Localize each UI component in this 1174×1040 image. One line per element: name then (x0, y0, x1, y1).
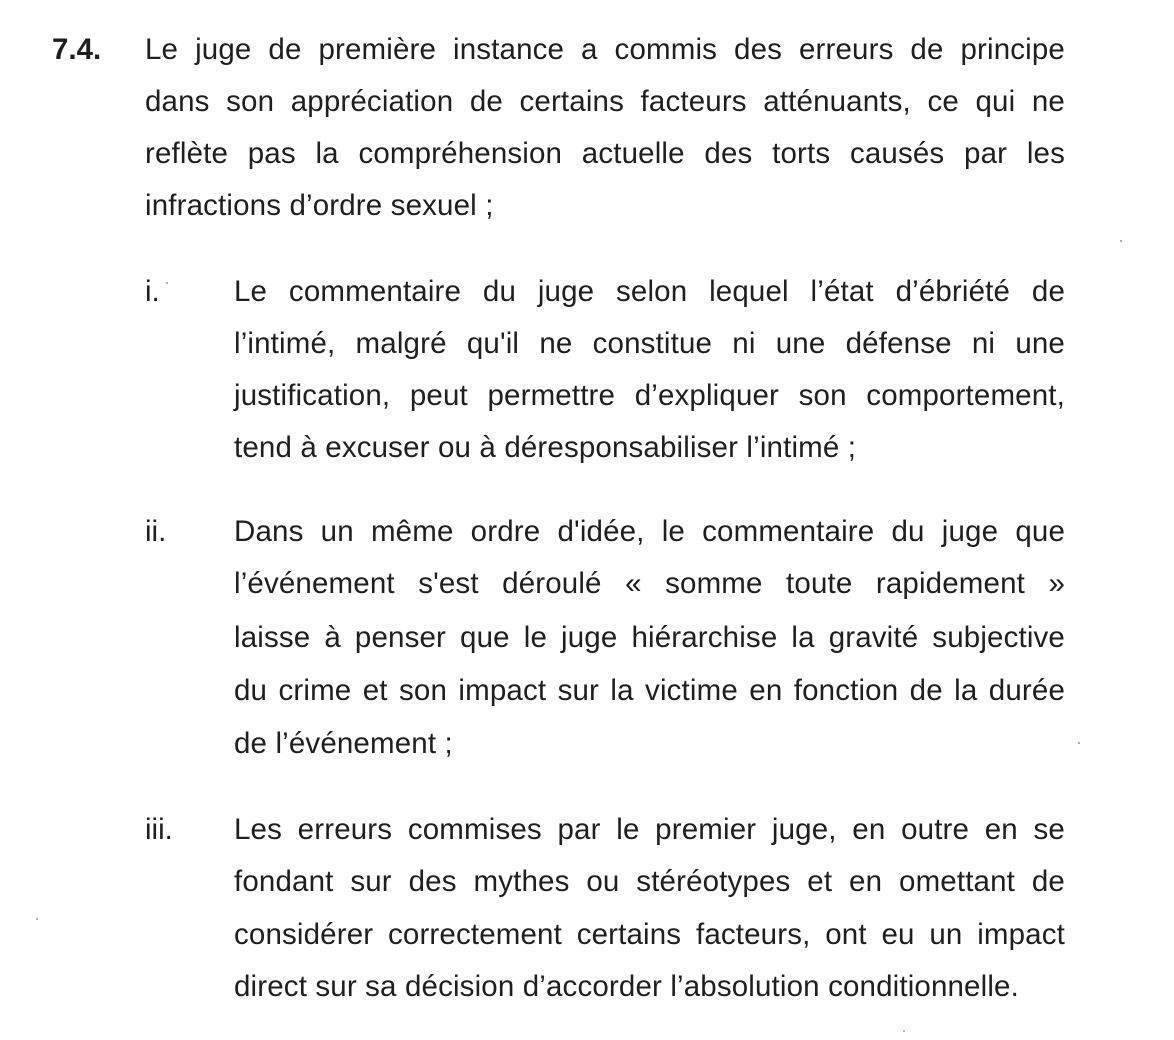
item-ii-line-2: l’événement s'est déroulé « somme toute rapidement » (234, 567, 1065, 600)
scan-speck (1078, 742, 1080, 744)
item-ii-line-1: Dans un même ordre d'idée, le commentaire du juge que (234, 515, 1065, 548)
item-ii-line-3: laisse à penser que le juge hiérarchise la gravité subjective (234, 621, 1065, 654)
item-iii-line-1: Les erreurs commises par le premier juge, en outre en se (234, 813, 1065, 846)
item-i-line-1: Le commentaire du juge selon lequel l’état d’ébriété de (234, 275, 1065, 308)
item-iii-line-3: considérer correctement certains facteurs, ont eu un impact (234, 918, 1065, 951)
item-i-line-2: l’intimé, malgré qu'il ne constitue ni une défense ni une (234, 327, 1065, 360)
scan-speck (36, 918, 38, 920)
section-line-4: infractions d’ordre sexuel ; (145, 189, 494, 222)
item-i-line-3: justification, peut permettre d’expliquer son comportement, (234, 379, 1065, 412)
section-line-2: dans son appréciation de certains facteurs atténuants, ce qui ne (145, 85, 1065, 118)
item-ii-line-5: de l’événement ; (234, 727, 453, 760)
item-iii-line-2: fondant sur des mythes ou stéréotypes et en omettant de (234, 865, 1065, 898)
item-i-label: i. (145, 275, 160, 308)
scan-speck (903, 1030, 905, 1032)
section-line-3: reflète pas la compréhension actuelle des torts causés par les (145, 137, 1065, 170)
scan-speck (1120, 240, 1122, 242)
item-ii-line-4: du crime et son impact sur la victime en fonction de la durée (234, 674, 1065, 707)
section-line-1: Le juge de première instance a commis des erreurs de principe (145, 33, 1065, 66)
section-number: 7.4. (52, 33, 102, 66)
item-ii-label: ii. (145, 515, 167, 548)
scan-speck (166, 282, 168, 284)
item-i-line-4: tend à excuser ou à déresponsabiliser l’intimé ; (234, 431, 857, 464)
item-iii-line-4: direct sur sa décision d’accorder l’absolution conditionnelle. (234, 970, 1019, 1003)
item-iii-label: iii. (145, 813, 173, 846)
